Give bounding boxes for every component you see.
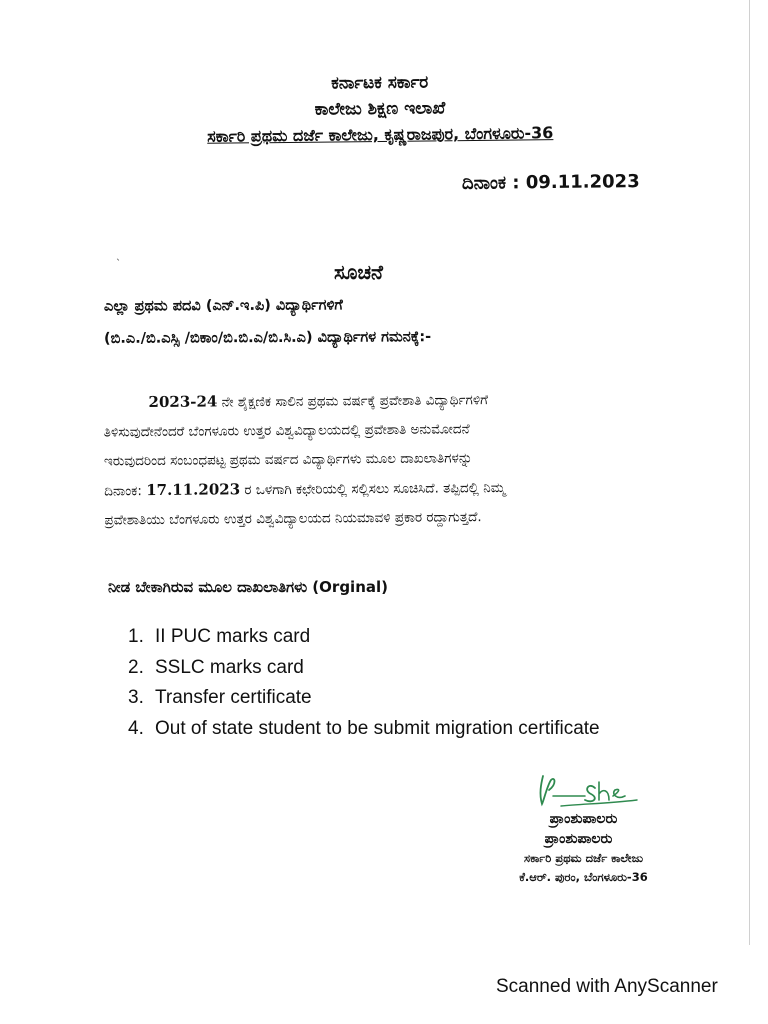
- addressee-line-2: (ಬಿ.ಎ./ಬಿ.ಎಸ್ಸಿ /ಬಿಕಾಂ/ಬಿ.ಬಿ.ಎ/ಬಿ.ಸಿ.ಎ) ವಿದ್ಯಾರ್ಥಿಗಳ ಗಮನಕ್ಕೆ:-: [103, 329, 432, 347]
- principal-seal: [496, 809, 671, 887]
- notice-date: ದಿನಾಂಕ : 09.11.2023: [461, 171, 640, 194]
- college-name: ಸರ್ಕಾರಿ ಪ್ರಥಮ ದರ್ಜೆ ಕಾಲೇಜು, ಕೃಷ್ಣರಾಜಪುರ, ಬೆಂಗಳೂರು-36: [207, 123, 554, 146]
- academic-year: 2023-24: [148, 392, 218, 412]
- notice-title: ಸೂಚನೆ: [334, 260, 383, 284]
- list-item: 1. II PUC marks card: [128, 626, 311, 647]
- body-line-4: ದಿನಾಂಕ: 17.11.2023 ರ ಒಳಗಾಗಿ ಕಛೇರಿಯಲ್ಲಿ ಸಲ್ಲಿಸಲು ಸೂಚಿಸಿದೆ. ತಪ್ಪಿದಲ್ಲಿ ನಿಮ್ಮ: [104, 479, 506, 500]
- seal-college-address: ಕೆ.ಆರ್. ಪುರಂ, ಬೆಂಗಳೂರು-36: [519, 870, 648, 884]
- government-name: ಕರ್ನಾಟಕ ಸರ್ಕಾರ: [331, 72, 429, 94]
- documents-heading: ನೀಡ ಬೇಕಾಗಿರುವ ಮೂಲ ದಾಖಲಾತಿಗಳು (Orginal): [108, 578, 388, 596]
- body-line-1: 2023-24 ನೇ ಶೈಕ್ಷಣಿಕ ಸಾಲಿನ ಪ್ರಥಮ ವರ್ಷಕ್ಕೆ ಪ್ರವೇಶಾತಿ ವಿದ್ಯಾರ್ಥಿಗಳಿಗೆ: [148, 392, 489, 412]
- principal-signature: [533, 770, 643, 814]
- scanner-watermark: Scanned with AnyScanner: [496, 976, 718, 997]
- seal-college-name: ಸರ್ಕಾರಿ ಪ್ರಥಮ ದರ್ಜೆ ಕಾಲೇಜು: [523, 851, 644, 865]
- notice-body: [103, 384, 664, 536]
- letterhead: [100, 67, 661, 151]
- list-item: 4. Out of state student to be submit migration certificate: [128, 717, 600, 739]
- body-line-3: ಇರುವುದರಿಂದ ಸಂಬಂಧಪಟ್ಟ ಪ್ರಥಮ ವರ್ಷದ ವಿದ್ಯಾರ್ಥಿಗಳು ಮೂಲ ದಾಖಲಾತಿಗಳನ್ನು: [103, 450, 473, 470]
- principal-title-stamp: ಪ್ರಾಂಶುಪಾಲರು: [544, 831, 613, 847]
- stray-mark: ˎ: [116, 250, 121, 261]
- list-item: 2. SSLC marks card: [128, 656, 304, 678]
- body-line-5: ಪ್ರವೇಶಾತಿಯು ಬೆಂಗಳೂರು ಉತ್ತರ ವಿಶ್ವವಿದ್ಯಾಲಯದ ನಿಯಮಾವಳಿ ಪ್ರಕಾರ ರದ್ದಾಗುತ್ತದೆ.: [104, 509, 482, 529]
- addressee-line-1: ಎಲ್ಲಾ ಪ್ರಥಮ ಪದವಿ (ಎನ್.ಇ.ಪಿ) ವಿದ್ಯಾರ್ಥಿಗಳಿಗೆ: [103, 297, 343, 315]
- body-line-2: ತಿಳಿಸುವುದೇನೆಂದರೆ ಬೆಂಗಳೂರು ಉತ್ತರ ವಿಶ್ವವಿದ್ಯಾಲಯದಲ್ಲಿ ಪ್ರವೇಶಾತಿ ಅನುಮೋದನೆ: [103, 421, 470, 441]
- deadline-date: 17.11.2023: [146, 480, 241, 500]
- list-item: 3. Transfer certificate: [128, 687, 312, 708]
- department-name: ಕಾಲೇಜು ಶಿಕ್ಷಣ ಇಲಾಖೆ: [314, 98, 446, 120]
- page-edge-line: [749, 0, 750, 945]
- principal-title-handwritten: ಪ್ರಾಂಶುಪಾಲರು: [549, 811, 618, 827]
- documents-list: [128, 622, 600, 744]
